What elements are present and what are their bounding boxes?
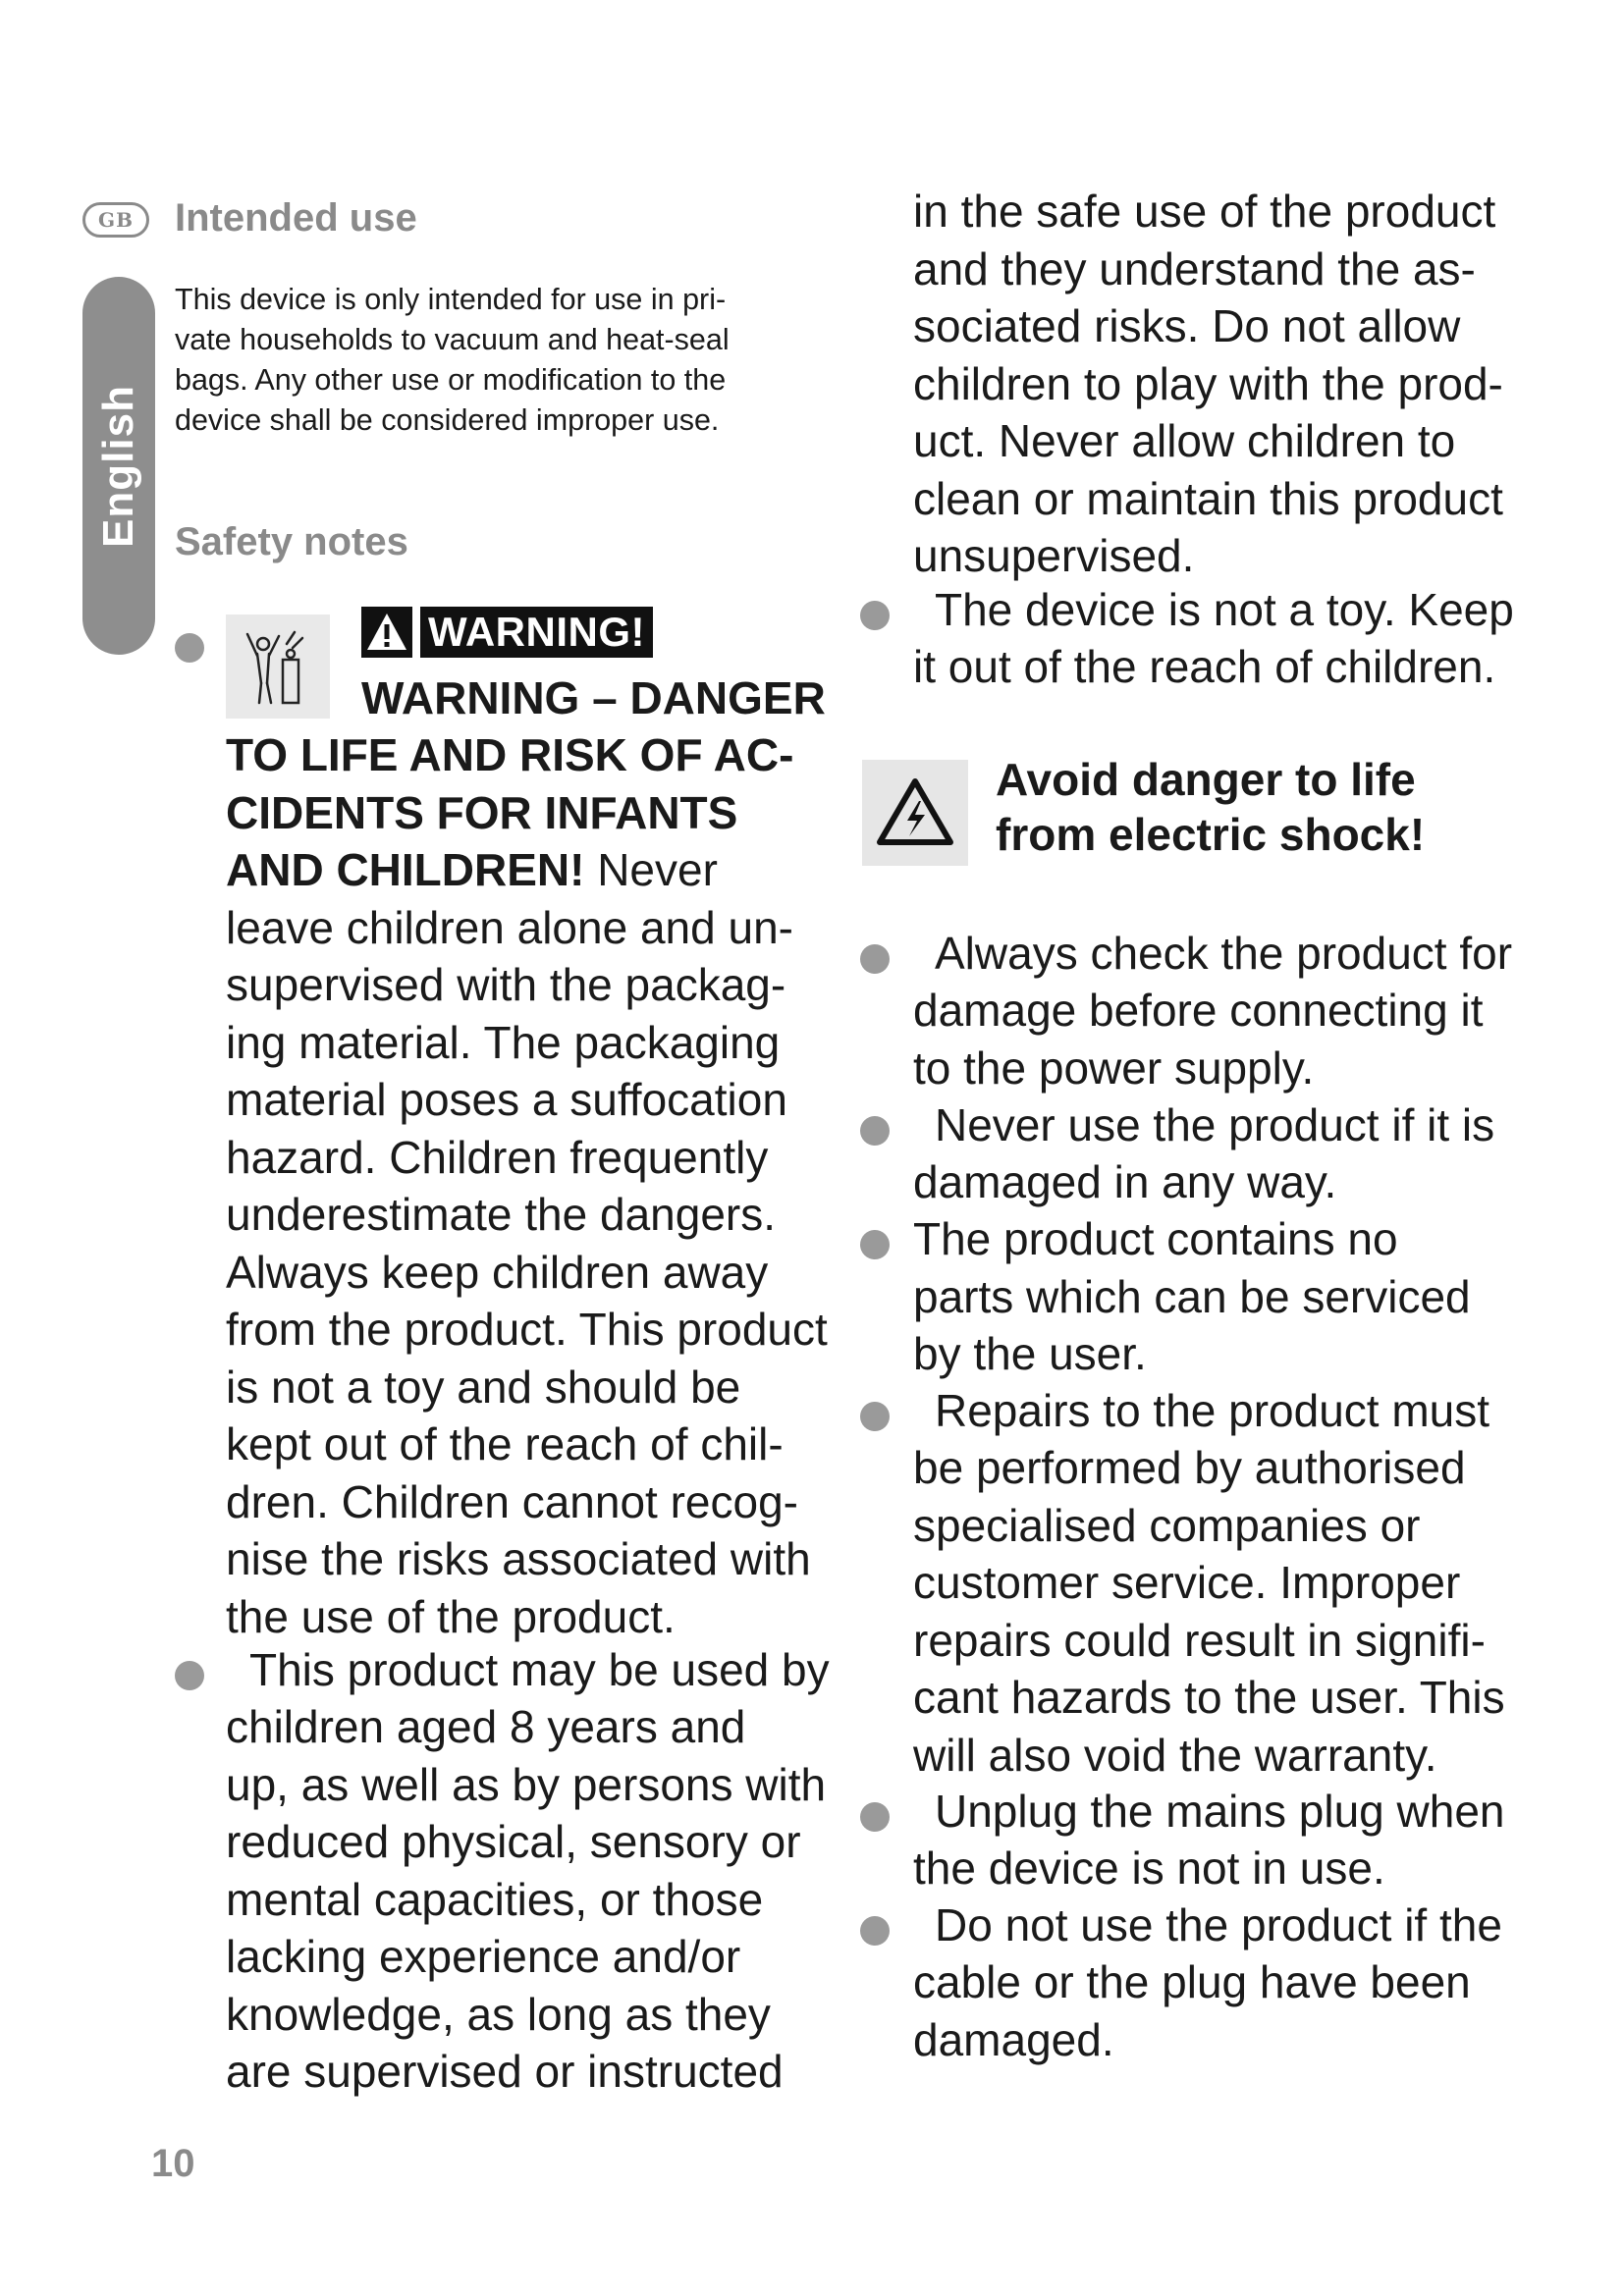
text-line: and they understand the as- (913, 242, 1476, 294)
child-warning-icon (226, 614, 330, 719)
bullet-icon (860, 1230, 890, 1259)
text-line: to the power supply. (913, 1041, 1315, 1094)
text-line: children to play with the prod- (913, 357, 1503, 409)
text-line: repairs could result in signifi- (913, 1614, 1486, 1666)
electric-heading (996, 752, 1425, 862)
bullet-icon (860, 1802, 890, 1832)
children-usage-block (226, 1698, 854, 2101)
text-line: supervised with the packag- (226, 959, 786, 1010)
text-line: material poses a suffocation (226, 1074, 787, 1125)
text-line: specialised companies or (913, 1499, 1421, 1551)
text-line: The product contains no (913, 1213, 1398, 1264)
text-line: damaged in any way. (913, 1156, 1337, 1207)
text-line: uct. Never allow children to (913, 415, 1456, 466)
text-line: Never use the product if it is (935, 1099, 1495, 1150)
intended-use-heading: Intended use (175, 196, 417, 240)
bullet-icon (175, 1661, 204, 1690)
text-line: cable or the plug have been (913, 1956, 1471, 2007)
text-line: customer service. Improper (913, 1557, 1461, 1608)
warning-label (361, 605, 653, 660)
text-line: it out of the reach of children. (913, 641, 1496, 692)
text-line: from the product. This product (226, 1304, 828, 1355)
text-line: dren. Children cannot recog- (226, 1475, 798, 1527)
safety-notes-heading: Safety notes (175, 520, 408, 563)
bullet-icon (860, 944, 890, 974)
text-line: underestimate the dangers. (226, 1189, 777, 1240)
bullet-icon (860, 1116, 890, 1146)
text-line: Repairs to the product must (935, 1385, 1490, 1436)
text-line: Do not use the product if the (935, 1899, 1502, 1950)
intended-use-text (175, 280, 823, 441)
text-line: are supervised or instructed (226, 2046, 784, 2097)
electric-shock-warning-icon (862, 760, 968, 866)
text-line: be performed by authorised (913, 1442, 1466, 1493)
language-tab (82, 277, 155, 655)
text-line: ing material. The packaging (226, 1016, 781, 1068)
bullet-text-block (913, 1953, 1581, 2068)
text-line: device shall be considered improper use. (175, 403, 720, 437)
warning-heading-line: TO LIFE AND RISK OF AC- (226, 729, 794, 780)
warning-heading-line: CIDENTS FOR INFANTS (226, 786, 738, 838)
bullet-text-block (913, 1210, 1581, 1383)
text-line: cant hazards to the user. This (913, 1672, 1505, 1723)
warning-body-start: Never (584, 844, 718, 895)
country-badge: GB (82, 202, 149, 238)
text-line: will also void the warranty. (913, 1729, 1437, 1781)
text-line: clean or maintain this product (913, 472, 1503, 524)
bullet-icon (860, 1402, 890, 1431)
text-line: Always keep children away (226, 1246, 769, 1298)
page-number: 10 (151, 2142, 195, 2185)
text-line: reduced physical, sensory or (226, 1816, 801, 1867)
text-line: the device is not in use. (913, 1842, 1385, 1894)
text-line: Unplug the mains plug when (935, 1786, 1505, 1837)
text-line: the use of the product. (226, 1590, 676, 1642)
warning-heading-line: WARNING – DANGER (361, 672, 826, 723)
text-line: damaged. (913, 2013, 1114, 2065)
text-line: bags. Any other use or modification to the (175, 363, 727, 397)
text-line: vate households to vacuum and heat-seal (175, 323, 730, 356)
text-line: mental capacities, or those (226, 1873, 764, 1925)
warning-badge: WARNING! (420, 607, 653, 658)
text-line: damage before connecting it (913, 985, 1484, 1036)
text-line: is not a toy and should be (226, 1361, 741, 1413)
bullet-text-block (913, 982, 1581, 1096)
text-line: in the safe use of the product (913, 186, 1496, 237)
bullet-icon (860, 601, 890, 630)
language-label: English (94, 384, 142, 548)
warning-heading-end: AND CHILDREN! (226, 844, 585, 895)
text-line: This device is only intended for use in pri- (175, 283, 727, 316)
text-line: Always check the product for (935, 928, 1513, 979)
text-line: leave children alone and un- (226, 901, 793, 953)
text-line: nise the risks associated with (226, 1533, 811, 1584)
text-line: parts which can be serviced (913, 1270, 1471, 1322)
heading-line: from electric shock! (996, 809, 1426, 860)
continued-text-block (913, 183, 1581, 585)
text-line: children aged 8 years and (226, 1701, 746, 1752)
text-line: sociated risks. Do not allow (913, 300, 1461, 351)
text-line: lacking experience and/or (226, 1931, 741, 1982)
text-line: up, as well as by persons with (226, 1758, 827, 1810)
bullet-icon (860, 1916, 890, 1946)
bullet-icon (175, 633, 204, 663)
text-line: The device is not a toy. Keep (935, 584, 1514, 635)
warning-triangle-icon (361, 607, 412, 658)
bullet-text-block (913, 1439, 1581, 1784)
text-line: unsupervised. (913, 530, 1195, 581)
text-line: knowledge, as long as they (226, 1988, 771, 2040)
heading-line: Avoid danger to life (996, 754, 1416, 805)
text-line: kept out of the reach of chil- (226, 1418, 784, 1469)
warning-text-block (226, 726, 854, 1645)
text-line: This product may be used by (249, 1644, 830, 1695)
text-line: hazard. Children frequently (226, 1131, 769, 1183)
text-line: by the user. (913, 1328, 1147, 1379)
warning-mixed-line (226, 841, 854, 899)
